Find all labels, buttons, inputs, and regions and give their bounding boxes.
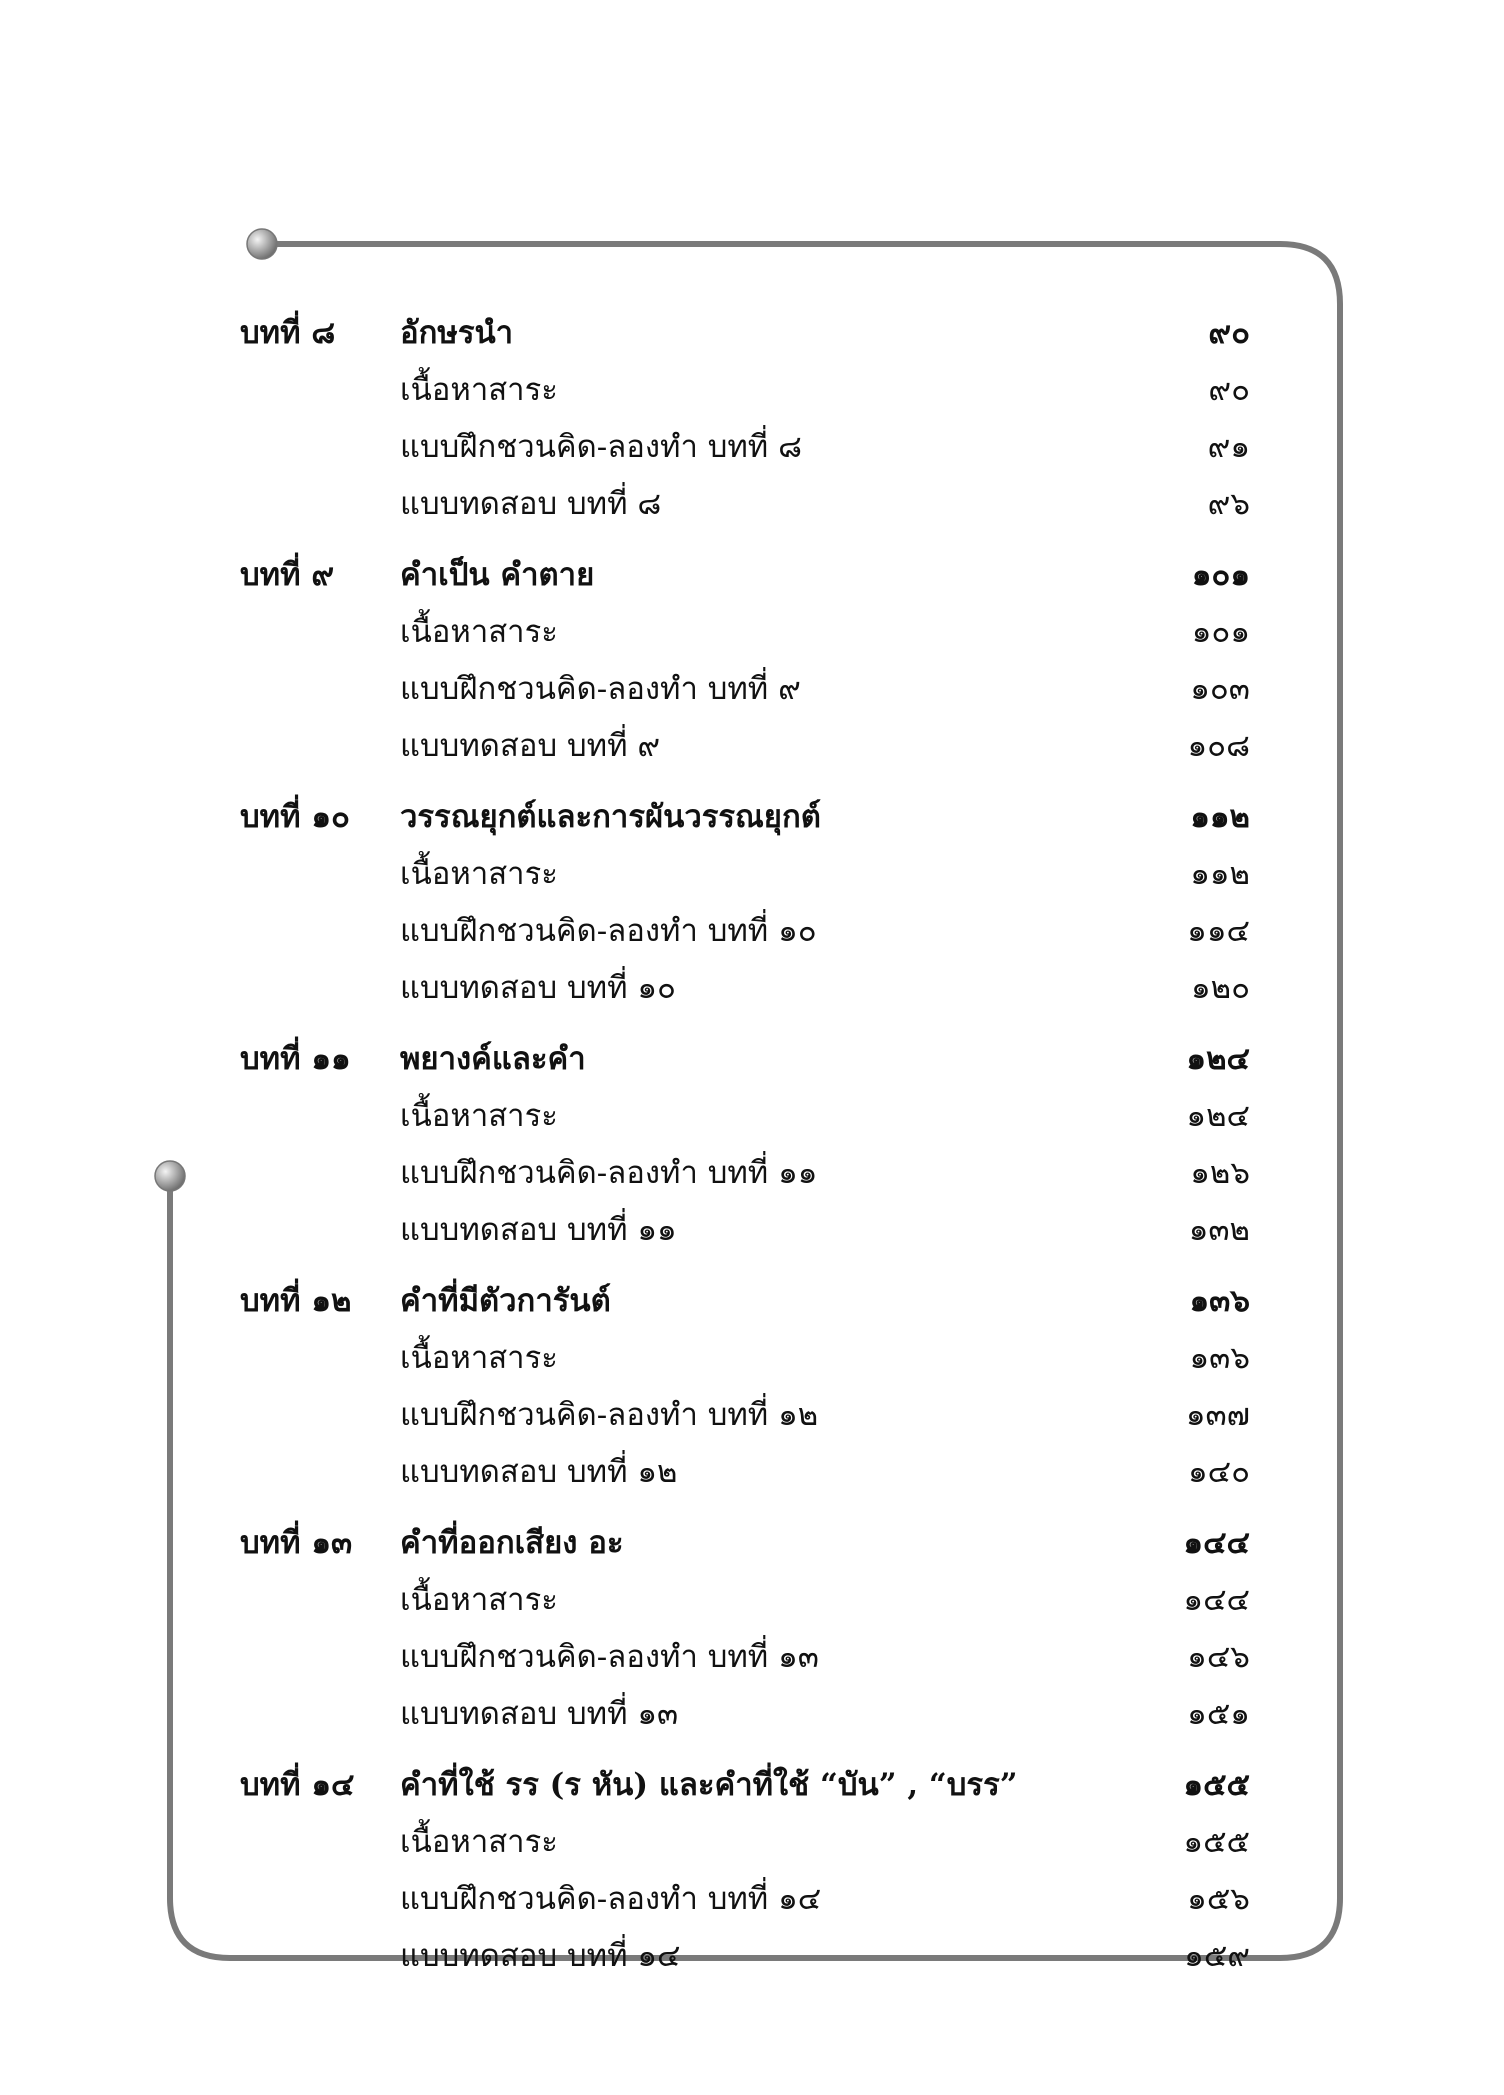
chapter-heading[interactable] — [240, 305, 1250, 362]
chapter-heading[interactable] — [240, 547, 1250, 604]
chapter-heading[interactable] — [240, 789, 1250, 846]
entry-page: ๑๔๔ — [1183, 1582, 1250, 1618]
toc-entry[interactable] — [240, 419, 1250, 476]
toc-entry[interactable] — [240, 1629, 1250, 1686]
chapter-title: อักษรนำ — [400, 315, 514, 351]
entry-page: ๑๒๔ — [1186, 1098, 1250, 1134]
chapter-title: คำที่มีตัวการันต์ — [400, 1283, 611, 1319]
entry-page: ๑๔๐ — [1187, 1454, 1250, 1490]
toc-entry[interactable] — [240, 1330, 1250, 1387]
entry-page: ๑๑๒ — [1190, 856, 1250, 892]
chapter-page: ๑๑๒ — [1190, 799, 1250, 835]
table-of-contents — [240, 305, 1250, 1999]
entry-page: ๑๕๑ — [1187, 1696, 1250, 1732]
entry-title: แบบทดสอบ บทที่ ๑๐ — [400, 970, 676, 1006]
entry-title: เนื้อหาสาระ — [400, 1824, 558, 1860]
toc-entry[interactable] — [240, 903, 1250, 960]
chapter-11 — [240, 1031, 1250, 1259]
chapter-label: บทที่ ๑๐ — [240, 799, 350, 835]
toc-entry[interactable] — [240, 661, 1250, 718]
chapter-10 — [240, 789, 1250, 1017]
toc-entry[interactable] — [240, 1572, 1250, 1629]
chapter-page: ๑๒๔ — [1186, 1041, 1250, 1077]
entry-page: ๑๐๑ — [1191, 614, 1250, 650]
chapter-page: ๑๓๖ — [1189, 1283, 1250, 1319]
chapter-page: ๑๐๑ — [1191, 557, 1250, 593]
entry-page: ๑๒๖ — [1190, 1155, 1250, 1191]
entry-title: แบบฝึกชวนคิด-ลองทำ บทที่ ๑๐ — [400, 913, 817, 949]
entry-title: เนื้อหาสาระ — [400, 1582, 558, 1618]
frame-ball-top-icon — [247, 229, 277, 259]
chapter-title: คำที่ใช้ รร (ร หัน) และคำที่ใช้ “บัน” , “บรร” — [400, 1767, 1018, 1803]
entry-title: แบบทดสอบ บทที่ ๑๔ — [400, 1938, 681, 1974]
chapter-9 — [240, 547, 1250, 775]
toc-entry[interactable] — [240, 1686, 1250, 1743]
entry-page: ๑๕๙ — [1184, 1938, 1250, 1974]
entry-title: แบบฝึกชวนคิด-ลองทำ บทที่ ๑๔ — [400, 1881, 822, 1917]
entry-page: ๑๐๓ — [1190, 671, 1250, 707]
entry-page: ๙๐ — [1208, 372, 1250, 408]
chapter-label: บทที่ ๙ — [240, 557, 335, 593]
chapter-heading[interactable] — [240, 1031, 1250, 1088]
toc-entry[interactable] — [240, 604, 1250, 661]
chapter-title: พยางค์และคำ — [400, 1041, 586, 1077]
entry-page: ๑๕๕ — [1183, 1824, 1250, 1860]
toc-entry[interactable] — [240, 362, 1250, 419]
entry-title: แบบทดสอบ บทที่ ๘ — [400, 486, 662, 522]
chapter-title: คำเป็น คำตาย — [400, 557, 595, 593]
toc-entry[interactable] — [240, 1928, 1250, 1985]
entry-title: แบบฝึกชวนคิด-ลองทำ บทที่ ๙ — [400, 671, 801, 707]
entry-page: ๑๒๐ — [1190, 970, 1250, 1006]
toc-entry[interactable] — [240, 1814, 1250, 1871]
entry-page: ๑๓๗ — [1185, 1397, 1250, 1433]
entry-page: ๙๖ — [1207, 486, 1250, 522]
toc-entry[interactable] — [240, 846, 1250, 903]
entry-title: แบบทดสอบ บทที่ ๑๒ — [400, 1454, 678, 1490]
chapter-label: บทที่ ๑๓ — [240, 1525, 353, 1561]
entry-title: แบบทดสอบ บทที่ ๙ — [400, 728, 661, 764]
frame-ball-left-icon — [155, 1161, 185, 1191]
entry-title: แบบฝึกชวนคิด-ลองทำ บทที่ ๑๒ — [400, 1397, 819, 1433]
entry-title: แบบทดสอบ บทที่ ๑๑ — [400, 1212, 677, 1248]
chapter-14 — [240, 1757, 1250, 1985]
entry-page: ๑๑๔ — [1187, 913, 1250, 949]
toc-entry[interactable] — [240, 1088, 1250, 1145]
entry-title: เนื้อหาสาระ — [400, 372, 558, 408]
chapter-heading[interactable] — [240, 1273, 1250, 1330]
entry-title: แบบฝึกชวนคิด-ลองทำ บทที่ ๑๓ — [400, 1639, 819, 1675]
entry-page: ๑๐๘ — [1187, 728, 1250, 764]
entry-title: แบบฝึกชวนคิด-ลองทำ บทที่ ๘ — [400, 429, 803, 465]
entry-page: ๑๓๖ — [1189, 1340, 1250, 1376]
chapter-title: วรรณยุกต์และการผันวรรณยุกต์ — [400, 799, 821, 835]
toc-entry[interactable] — [240, 1871, 1250, 1928]
entry-title: เนื้อหาสาระ — [400, 1340, 558, 1376]
chapter-page: ๑๕๕ — [1183, 1767, 1250, 1803]
chapter-page: ๙๐ — [1208, 315, 1250, 351]
chapter-8 — [240, 305, 1250, 533]
entry-title: เนื้อหาสาระ — [400, 1098, 558, 1134]
entry-title: เนื้อหาสาระ — [400, 614, 558, 650]
entry-title: แบบทดสอบ บทที่ ๑๓ — [400, 1696, 679, 1732]
chapter-heading[interactable] — [240, 1757, 1250, 1814]
chapter-label: บทที่ ๑๔ — [240, 1767, 355, 1803]
chapter-label: บทที่ ๑๒ — [240, 1283, 352, 1319]
entry-page: ๑๕๖ — [1187, 1881, 1250, 1917]
toc-entry[interactable] — [240, 1444, 1250, 1501]
toc-entry[interactable] — [240, 718, 1250, 775]
chapter-heading[interactable] — [240, 1515, 1250, 1572]
toc-entry[interactable] — [240, 960, 1250, 1017]
chapter-12 — [240, 1273, 1250, 1501]
entry-page: ๑๓๒ — [1188, 1212, 1250, 1248]
entry-page: ๑๔๖ — [1187, 1639, 1250, 1675]
chapter-label: บทที่ ๑๑ — [240, 1041, 351, 1077]
toc-entry[interactable] — [240, 1202, 1250, 1259]
toc-entry[interactable] — [240, 476, 1250, 533]
toc-entry[interactable] — [240, 1145, 1250, 1202]
chapter-13 — [240, 1515, 1250, 1743]
entry-title: แบบฝึกชวนคิด-ลองทำ บทที่ ๑๑ — [400, 1155, 818, 1191]
chapter-page: ๑๔๔ — [1183, 1525, 1250, 1561]
entry-title: เนื้อหาสาระ — [400, 856, 558, 892]
toc-entry[interactable] — [240, 1387, 1250, 1444]
chapter-label: บทที่ ๘ — [240, 315, 336, 351]
chapter-title: คำที่ออกเสียง อะ — [400, 1525, 624, 1561]
entry-page: ๙๑ — [1207, 429, 1250, 465]
